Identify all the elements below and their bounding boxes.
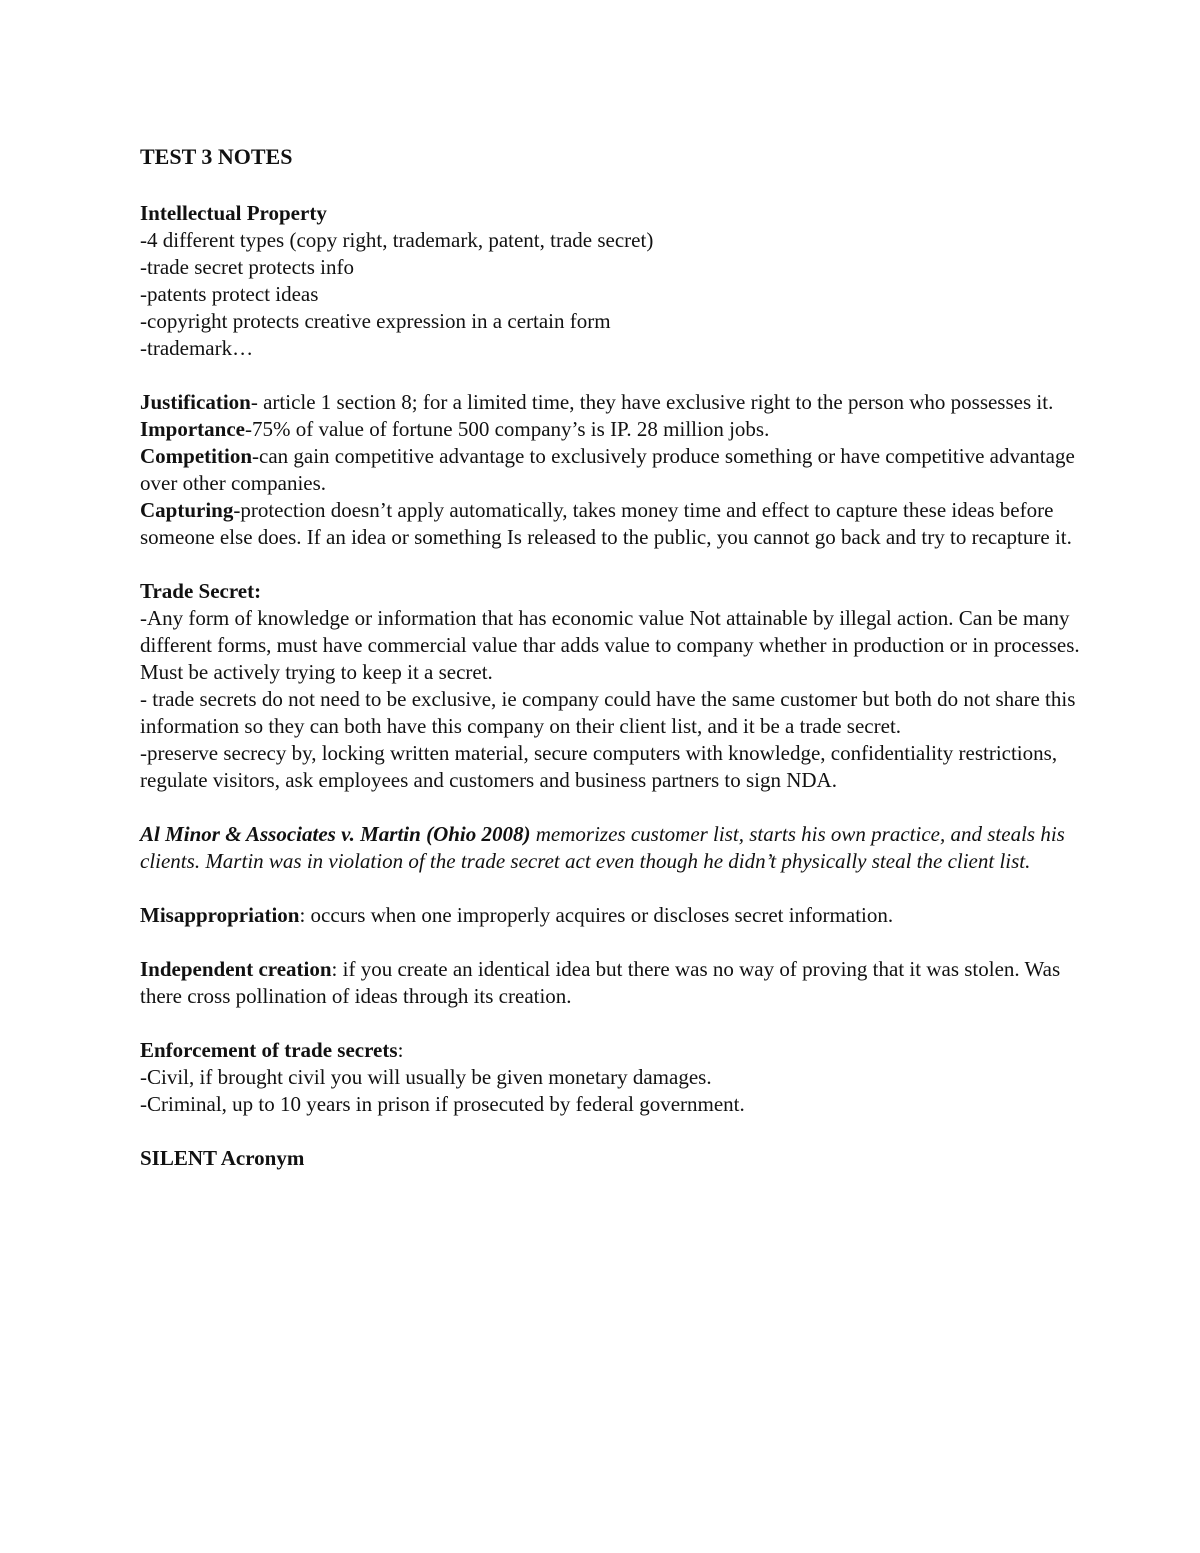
definition-text: -can gain competitive advantage to exclusively produce something or have competitive advantage over other companies. xyxy=(140,444,1075,495)
trade-secret-heading: Trade Secret: xyxy=(140,579,262,603)
independent-creation-section xyxy=(140,956,1080,1010)
definition-capturing xyxy=(140,497,1080,551)
enforcement-section xyxy=(140,1037,1080,1118)
definition-competition xyxy=(140,443,1080,497)
ip-heading: Intellectual Property xyxy=(140,201,327,225)
definition-text: - article 1 section 8; for a limited time, they have exclusive right to the person who possesses it. xyxy=(250,390,1054,414)
case-text: memorizes customer list, starts his own practice, and steals his clients. Martin was in violation of the trade secret act even though he didn’t physically steal the client list. xyxy=(140,822,1065,873)
case-section xyxy=(140,821,1080,875)
trade-secret-paragraph: -Any form of knowledge or information that has economic value Not attainable by illegal action. Can be many different forms, must have commercial value thar adds value to company whether in production or in processes. Must be actively trying to keep it a secret. xyxy=(140,606,1080,684)
definition-justification xyxy=(140,389,1080,416)
definition-term: Competition xyxy=(140,444,252,468)
misappropriation-text: : occurs when one improperly acquires or discloses secret information. xyxy=(299,903,894,927)
ip-line: -patents protect ideas xyxy=(140,282,319,306)
ip-section xyxy=(140,200,1080,362)
silent-acronym-heading: SILENT Acronym xyxy=(140,1146,305,1170)
definition-importance xyxy=(140,416,1080,443)
ip-line: -trademark… xyxy=(140,336,254,360)
enforcement-heading-line xyxy=(140,1037,1080,1064)
definition-text: -75% of value of fortune 500 company’s is IP. 28 million jobs. xyxy=(244,417,770,441)
trade-secret-section xyxy=(140,578,1080,794)
misappropriation-term: Misappropriation xyxy=(140,903,300,927)
definitions-section xyxy=(140,389,1080,551)
independent-creation-term: Independent creation xyxy=(140,957,332,981)
enforcement-line: -Civil, if brought civil you will usually be given monetary damages. xyxy=(140,1065,712,1089)
definition-term: Justification xyxy=(140,390,251,414)
enforcement-suffix: : xyxy=(397,1038,404,1062)
enforcement-heading: Enforcement of trade secrets xyxy=(140,1038,398,1062)
ip-line: -copyright protects creative expression in a certain form xyxy=(140,309,611,333)
misappropriation-section xyxy=(140,902,1080,929)
document-page xyxy=(140,142,1080,1199)
definition-term: Capturing xyxy=(140,498,234,522)
definition-text: -protection doesn’t apply automatically, takes money time and effect to capture these ideas before someone else does. If an idea or something Is released to the public, you cannot go back and try to recapture it. xyxy=(140,498,1072,549)
ip-line: -trade secret protects info xyxy=(140,255,354,279)
independent-creation-text: : if you create an identical idea but there was no way of proving that it was stolen. Was there cross pollination of ideas through its creation. xyxy=(140,957,1061,1008)
ip-line: -4 different types (copy right, trademark, patent, trade secret) xyxy=(140,228,654,252)
document-title: TEST 3 NOTES xyxy=(140,144,293,169)
case-name: Al Minor & Associates v. Martin (Ohio 2008) xyxy=(140,822,531,846)
trade-secret-paragraph: - trade secrets do not need to be exclusive, ie company could have the same customer but both do not share this information so they can both have this company on their client list, and it be a trade secret. xyxy=(140,687,1076,738)
enforcement-line: -Criminal, up to 10 years in prison if prosecuted by federal government. xyxy=(140,1092,745,1116)
trade-secret-paragraph: -preserve secrecy by, locking written material, secure computers with knowledge, confidentiality restrictions, regulate visitors, ask employees and customers and business partners to sign NDA. xyxy=(140,741,1058,792)
definition-term: Importance xyxy=(140,417,245,441)
